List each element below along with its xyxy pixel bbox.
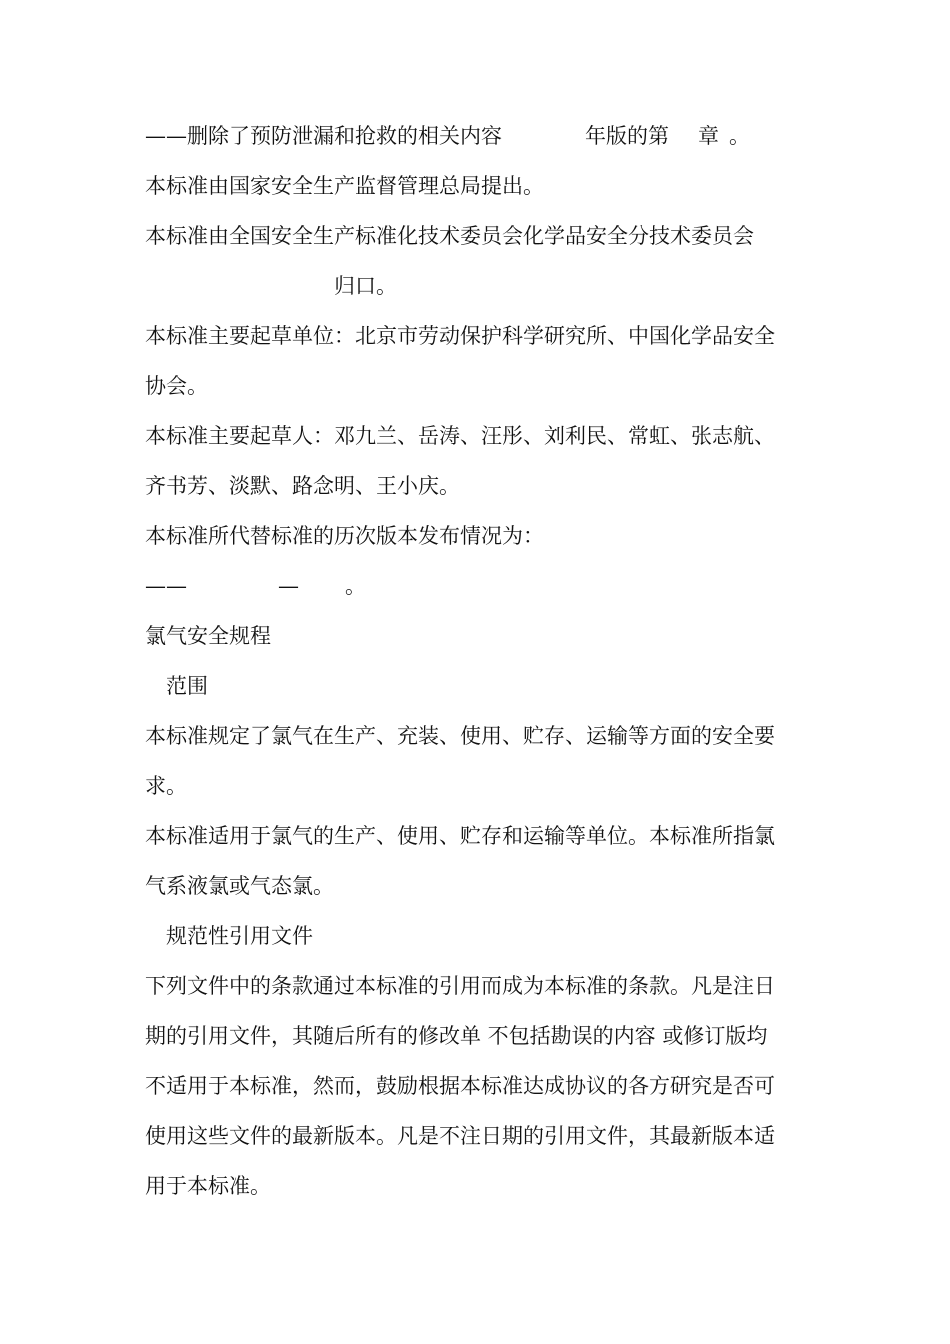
- year-edition-text: 年版的第: [585, 124, 669, 148]
- edition-dash-1: ——: [145, 574, 187, 598]
- paragraph-drafters: 本标准主要起草人：邓九兰、岳涛、汪彤、刘利民、常虹、张志航、: [145, 424, 775, 448]
- period-text: 。: [729, 124, 750, 148]
- paragraph-references-4: 使用这些文件的最新版本。凡是不注日期的引用文件，其最新版本适: [145, 1124, 775, 1148]
- deletion-note-text: ——删除了预防泄漏和抢救的相关内容: [145, 124, 502, 148]
- section-heading-normative-references: 规范性引用文件: [166, 924, 313, 948]
- paragraph-scope-1-cont: 求。: [145, 774, 187, 798]
- paragraph-scope-1: 本标准规定了氯气在生产、充装、使用、贮存、运输等方面的安全要: [145, 724, 775, 748]
- paragraph-scope-2-cont: 气系液氯或气态氯。: [145, 874, 334, 898]
- paragraph-drafting-units: 本标准主要起草单位：北京市劳动保护科学研究所、中国化学品安全: [145, 324, 775, 348]
- previous-editions-list-line: [145, 571, 545, 601]
- edition-dash-2: —: [278, 574, 299, 598]
- standard-title: 氯气安全规程: [145, 624, 271, 648]
- paragraph-administered-by: 本标准由全国安全生产标准化技术委员会化学品安全分技术委员会: [145, 224, 754, 248]
- paragraph-references-1: 下列文件中的条款通过本标准的引用而成为本标准的条款。凡是注日: [145, 974, 775, 998]
- paragraph-references-2: 期的引用文件，其随后所有的修改单 不包括勘误的内容 或修订版均: [145, 1024, 768, 1048]
- paragraph-previous-editions: 本标准所代替标准的历次版本发布情况为：: [145, 524, 544, 548]
- paragraph-drafting-units-cont: 协会。: [145, 374, 208, 398]
- paragraph-administered-by-cont: 归口。: [334, 274, 397, 298]
- edition-period: 。: [345, 574, 366, 598]
- paragraph-scope-2: 本标准适用于氯气的生产、使用、贮存和运输等单位。本标准所指氯: [145, 824, 775, 848]
- paragraph-references-5: 用于本标准。: [145, 1174, 271, 1198]
- paragraph-proposed-by: 本标准由国家安全生产监督管理总局提出。: [145, 174, 544, 198]
- paragraph-drafters-cont: 齐书芳、淡默、路念明、王小庆。: [145, 474, 460, 498]
- section-heading-scope: 范围: [166, 674, 208, 698]
- paragraph-references-3: 不适用于本标准，然而，鼓励根据本标准达成协议的各方研究是否可: [145, 1074, 775, 1098]
- deletion-note-line: [145, 121, 845, 151]
- chapter-text: 章: [698, 124, 719, 148]
